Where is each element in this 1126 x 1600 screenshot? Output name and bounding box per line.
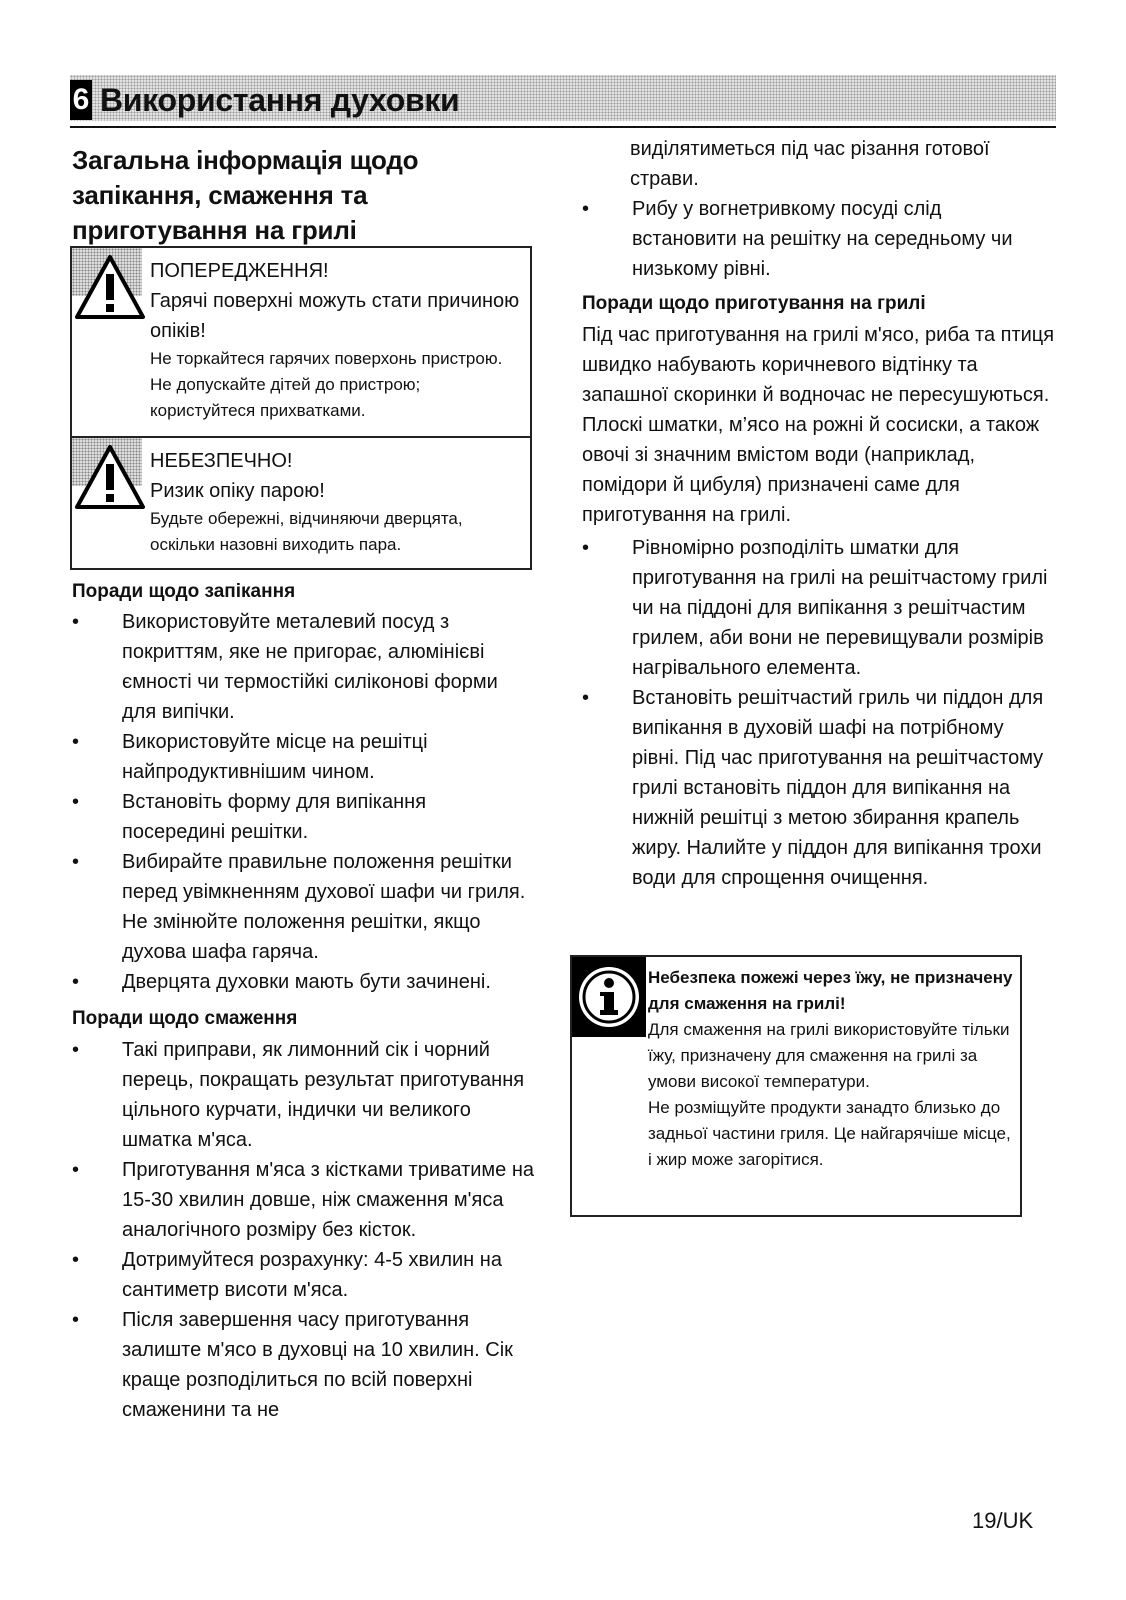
warning-triangle-icon bbox=[74, 444, 146, 510]
list-item: • Встановіть форму для випікання посередині решітки. bbox=[72, 787, 534, 847]
warning-triangle-icon bbox=[74, 254, 146, 320]
bullet-icon: • bbox=[72, 851, 80, 873]
bullet-icon: • bbox=[72, 1159, 80, 1181]
bullet-icon: • bbox=[72, 1039, 80, 1061]
list-item: • Дотримуйтеся розрахунку: 4-5 хвилин на сантиметр висоти м'яса. bbox=[72, 1245, 534, 1305]
bullet-icon: • bbox=[582, 198, 590, 220]
warning-body: Не торкайтеся гарячих поверхонь пристрою. Не допускайте дітей до пристрою; користуйтеся прихватками. bbox=[150, 349, 503, 420]
bullet-icon: • bbox=[72, 731, 80, 753]
roasting-list-continued bbox=[582, 194, 1050, 284]
bullet-icon: • bbox=[72, 1309, 80, 1331]
bullet-icon: • bbox=[582, 687, 590, 709]
grilling-intro: Під час приготування на грилі м'ясо, риба та птиця швидко набувають коричневого відтінку та запашної скоринки й водночас не пересушуються. Плоскі шматки, м’ясо на рожні й сосиски, а також овочі зі значним вмістом води (наприклад, помідори й цибуля) призначені саме для приготування на грилі. bbox=[582, 324, 1055, 526]
baking-heading: Поради щодо запікання bbox=[72, 581, 296, 602]
grilling-list bbox=[582, 533, 1050, 893]
list-item: • Рибу у вогнетривкому посуді слід встановити на решітку на середньому чи низькому рівні. bbox=[582, 194, 1050, 284]
bullet-icon: • bbox=[72, 611, 80, 633]
roasting-heading: Поради щодо смаження bbox=[72, 1008, 298, 1029]
warning-title: ПОПЕРЕДЖЕННЯ! bbox=[150, 260, 329, 282]
warning-body: Будьте обережні, відчиняючи дверцята, оскільки назовні виходить пара. bbox=[150, 509, 463, 554]
chapter-title: Використання духовки bbox=[100, 82, 460, 118]
page-number: 19/UK bbox=[972, 1508, 1034, 1533]
list-item: • Такі приправи, як лимонний сік і чорний перець, покращать результат приготування цільного курчати, індички чи великого шматка м'яса. bbox=[72, 1035, 534, 1155]
list-item: • Приготування м'яса з кістками триватиме на 15-30 хвилин довше, ніж смаження м'яса аналогічного розміру без кісток. bbox=[72, 1155, 534, 1245]
list-item: • Рівномірно розподіліть шматки для приготування на грилі на решітчастому грилі чи на піддоні для випікання з решітчастим грилем, аби вони не перевищували розмірів нагрівального елемента. bbox=[582, 533, 1050, 683]
warning-box-steam bbox=[70, 436, 532, 570]
roasting-list bbox=[72, 1035, 534, 1425]
list-item: • Використовуйте металевий посуд з покриттям, яке не пригорає, алюмінієві ємності чи термостійкі силіконові форми для випічки. bbox=[72, 607, 534, 727]
chapter-divider bbox=[70, 126, 1056, 128]
grilling-heading: Поради щодо приготування на грилі bbox=[582, 293, 926, 314]
list-item: • Після завершення часу приготування залиште м'ясо в духовці на 10 хвилин. Сік краще розподілиться по всій поверхні смаженини та не bbox=[72, 1305, 534, 1425]
bullet-icon: • bbox=[582, 537, 590, 559]
baking-list bbox=[72, 607, 534, 997]
bullet-icon: • bbox=[72, 791, 80, 813]
bullet-icon: • bbox=[72, 971, 80, 993]
warning-subtitle: Гарячі поверхні можуть стати причиною опіків! bbox=[150, 290, 520, 342]
warning-box-hot-surfaces bbox=[70, 246, 532, 438]
list-item: • Вибирайте правильне положення решітки перед увімкненням духової шафи чи гриля. Не змінюйте положення решітки, якщо духова шафа гаряча. bbox=[72, 847, 534, 967]
warning-title: НЕБЕЗПЕЧНО! bbox=[150, 450, 293, 472]
info-icon-block bbox=[572, 957, 646, 1037]
roasting-continued: виділятиметься під час різання готової страви. bbox=[630, 138, 990, 190]
info-body: Не розміщуйте продукти занадто близько до задньої частини гриля. Це найгарячіше місце, і жир може загорітися. bbox=[648, 1098, 1011, 1169]
list-item: • Встановіть решітчастий гриль чи піддон для випікання в духовій шафі на потрібному рівні. Під час приготування на решітчастому грилі встановіть піддон для випікання на нижній решітці з метою збирання крапель жиру. Налийте у піддон для випікання трохи води для спрощення очищення. bbox=[582, 683, 1050, 893]
warning-subtitle: Ризик опіку парою! bbox=[150, 480, 325, 502]
list-item: • Дверцята духовки мають бути зачинені. bbox=[72, 967, 534, 997]
section-title: Загальна інформація щодо запікання, смаження та приготування на грилі bbox=[72, 145, 419, 245]
bullet-icon: • bbox=[72, 1249, 80, 1271]
info-icon bbox=[572, 957, 646, 1037]
info-title: Небезпека пожежі через їжу, не призначену для смаження на грилі! bbox=[648, 968, 1013, 1013]
list-item: • Використовуйте місце на решітці найпродуктивнішим чином. bbox=[72, 727, 534, 787]
chapter-number: 6 bbox=[70, 80, 92, 120]
info-body: Для смаження на грилі використовуйте тільки їжу, призначену для смаження на грилі за умови високої температури. bbox=[648, 1020, 1010, 1091]
info-box-fire-hazard bbox=[570, 955, 1022, 1217]
